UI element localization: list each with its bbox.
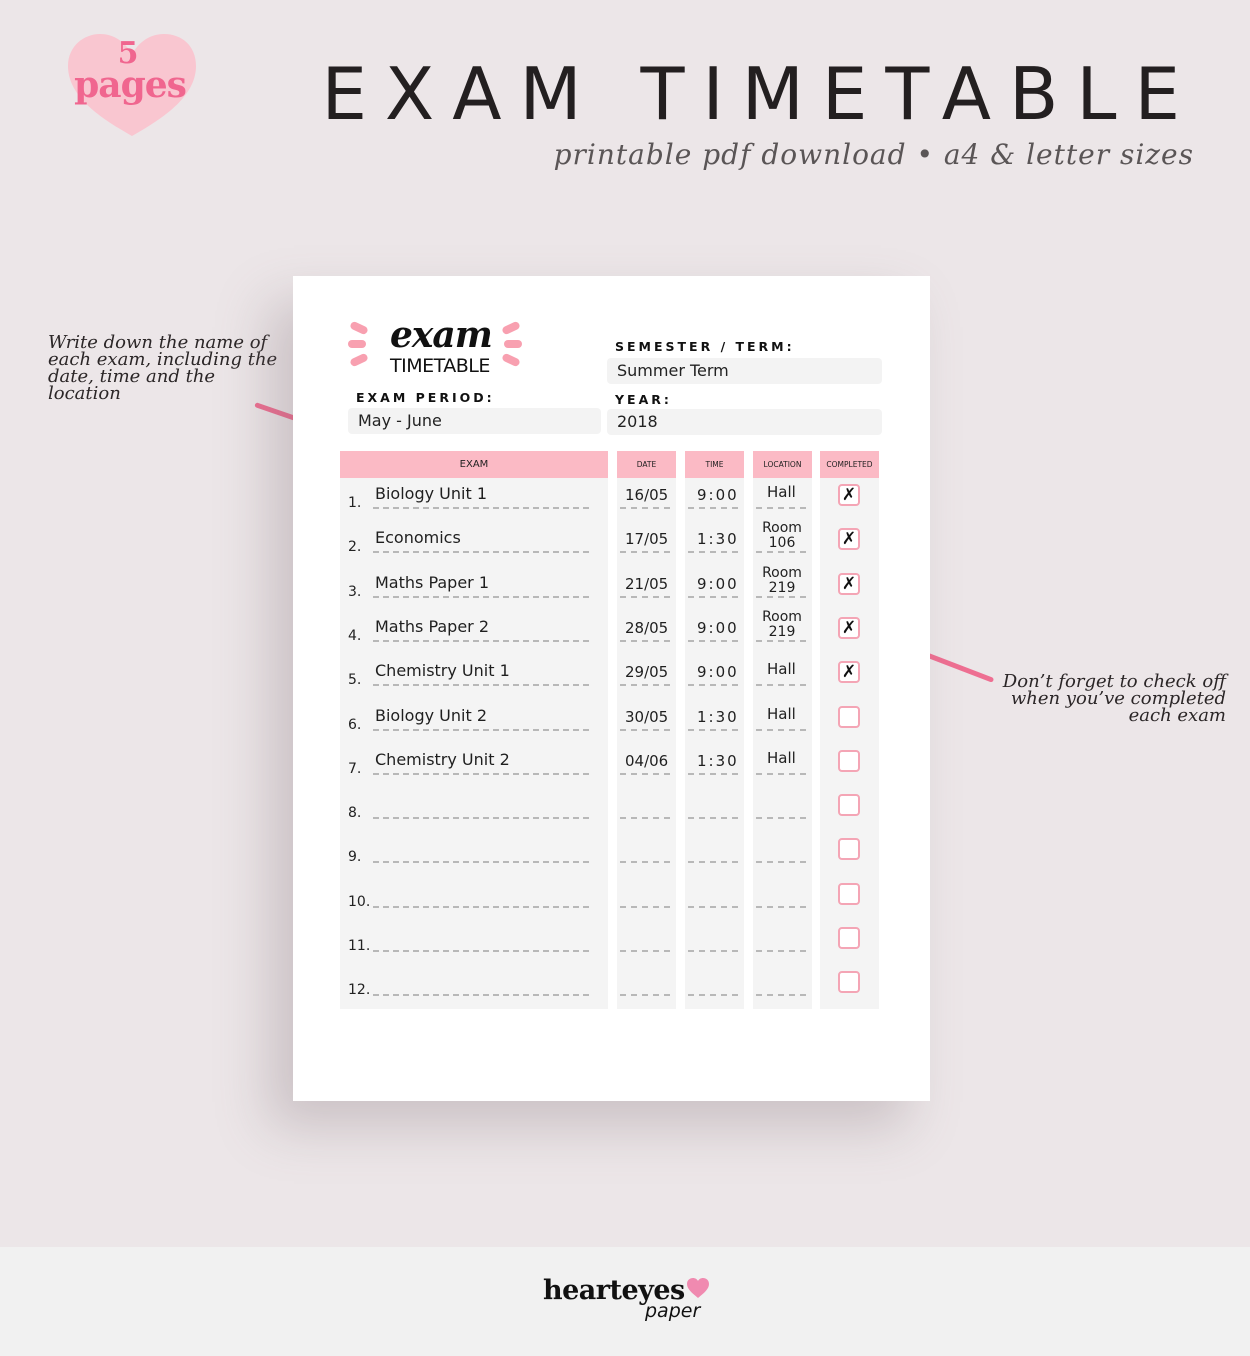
time-line <box>688 729 738 731</box>
date-line <box>620 994 670 996</box>
table-row <box>293 926 930 970</box>
exam-time[interactable]: 1:30 <box>697 752 739 770</box>
row-number: 7. <box>348 761 362 777</box>
table-row <box>293 660 930 704</box>
completed-checkbox-checked[interactable]: ✗ <box>838 528 860 550</box>
date-line <box>620 773 670 775</box>
year-field[interactable]: 2018 <box>607 409 882 435</box>
logo-timetable-text: TIMETABLE <box>390 355 490 377</box>
exam-date[interactable]: 17/05 <box>625 530 669 548</box>
date-line <box>620 906 670 908</box>
footer <box>0 1247 1250 1356</box>
completed-checkbox[interactable] <box>838 750 860 772</box>
location-line <box>756 729 806 731</box>
table-row <box>293 749 930 793</box>
time-line <box>688 551 738 553</box>
exam-line <box>373 640 589 642</box>
period-field[interactable]: May - June <box>348 408 601 434</box>
location-line <box>756 507 806 509</box>
date-line <box>620 684 670 686</box>
location-line <box>756 817 806 819</box>
completed-checkbox[interactable] <box>838 971 860 993</box>
exam-line <box>373 596 589 598</box>
completed-checkbox[interactable] <box>838 883 860 905</box>
exam-name[interactable]: Maths Paper 1 <box>375 573 490 592</box>
exam-date[interactable]: 28/05 <box>625 619 669 637</box>
exam-column-header: EXAM <box>340 451 608 478</box>
row-number: 1. <box>348 495 362 511</box>
exam-line <box>373 684 589 686</box>
date-line <box>620 507 670 509</box>
row-number: 12. <box>348 982 371 998</box>
exam-location[interactable]: Hall <box>767 660 796 678</box>
exam-date[interactable]: 04/06 <box>625 752 669 770</box>
time-line <box>688 596 738 598</box>
exam-date[interactable]: 30/05 <box>625 708 669 726</box>
exam-time[interactable]: 9:00 <box>697 619 739 637</box>
exam-time[interactable]: 1:30 <box>697 530 739 548</box>
brand-name: hearteyes <box>543 1275 685 1306</box>
time-column-header: TIME <box>685 451 744 478</box>
brand-sub: paper <box>645 1300 701 1322</box>
date-line <box>620 950 670 952</box>
heart-icon <box>686 1277 710 1299</box>
exam-line <box>373 950 589 952</box>
badge-number: 5 <box>117 36 139 71</box>
date-column-header: DATE <box>617 451 676 478</box>
exam-location[interactable]: Hall <box>767 749 796 767</box>
semester-field[interactable]: Summer Term <box>607 358 882 384</box>
location-line <box>756 773 806 775</box>
location-line <box>756 684 806 686</box>
completed-checkbox-checked[interactable]: ✗ <box>838 484 860 506</box>
exam-name[interactable]: Chemistry Unit 1 <box>375 661 510 680</box>
table-row <box>293 970 930 1014</box>
exam-date[interactable]: 21/05 <box>625 575 669 593</box>
semester-label: SEMESTER / TERM: <box>615 339 795 354</box>
exam-line <box>373 906 589 908</box>
table-row <box>293 565 930 616</box>
note-left: Write down the name of each exam, including the date, time and the location <box>48 332 278 404</box>
period-label: EXAM PERIOD: <box>356 390 495 405</box>
completed-checkbox[interactable] <box>838 927 860 949</box>
location-column-header: LOCATION <box>753 451 812 478</box>
time-line <box>688 906 738 908</box>
exam-location[interactable]: Room 219 <box>762 565 802 596</box>
exam-name[interactable]: Biology Unit 2 <box>375 706 487 725</box>
date-line <box>620 861 670 863</box>
row-number: 11. <box>348 938 371 954</box>
completed-column-header: COMPLETED <box>820 451 879 478</box>
hero-subtitle: printable pdf download • a4 & letter sizes <box>553 138 1194 171</box>
exam-time[interactable]: 9:00 <box>697 575 739 593</box>
location-line <box>756 950 806 952</box>
row-number: 3. <box>348 584 362 600</box>
row-number: 10. <box>348 894 371 910</box>
time-line <box>688 507 738 509</box>
time-line <box>688 950 738 952</box>
exam-date[interactable]: 29/05 <box>625 663 669 681</box>
row-number: 4. <box>348 628 362 644</box>
completed-checkbox[interactable] <box>838 838 860 860</box>
time-line <box>688 994 738 996</box>
row-number: 6. <box>348 717 362 733</box>
time-line <box>688 861 738 863</box>
table-row <box>293 793 930 837</box>
exam-location[interactable]: Room 106 <box>762 520 802 551</box>
location-line <box>756 906 806 908</box>
exam-name[interactable]: Economics <box>375 528 461 547</box>
completed-checkbox-checked[interactable]: ✗ <box>838 661 860 683</box>
row-number: 5. <box>348 672 362 688</box>
completed-checkbox[interactable] <box>838 794 860 816</box>
table-row <box>293 882 930 926</box>
exam-date[interactable]: 16/05 <box>625 486 669 504</box>
table-row <box>293 609 930 660</box>
time-line <box>688 773 738 775</box>
exam-time[interactable]: 1:30 <box>697 708 739 726</box>
date-line <box>620 551 670 553</box>
date-line <box>620 817 670 819</box>
date-line <box>620 596 670 598</box>
hero-title: EXAM TIMETABLE <box>321 52 1198 136</box>
exam-line <box>373 507 589 509</box>
table-row <box>293 705 930 749</box>
location-line <box>756 640 806 642</box>
row-number: 2. <box>348 539 362 555</box>
table-row <box>293 837 930 881</box>
time-line <box>688 684 738 686</box>
exam-line <box>373 773 589 775</box>
completed-checkbox-checked[interactable]: ✗ <box>838 617 860 639</box>
date-line <box>620 729 670 731</box>
time-line <box>688 640 738 642</box>
table-row <box>293 483 930 527</box>
timetable-sheet <box>293 276 930 1101</box>
exam-location[interactable]: Hall <box>767 705 796 723</box>
row-number: 9. <box>348 849 362 865</box>
exam-time[interactable]: 9:00 <box>697 486 739 504</box>
exam-name[interactable]: Biology Unit 1 <box>375 484 487 503</box>
note-right: Don’t forget to check off when you’ve completed each exam <box>1002 671 1226 726</box>
sheet-logo <box>348 314 526 382</box>
time-line <box>688 817 738 819</box>
year-label: YEAR: <box>615 392 672 407</box>
exam-line <box>373 994 589 996</box>
exam-line <box>373 817 589 819</box>
table-row <box>293 520 930 571</box>
exam-line <box>373 551 589 553</box>
exam-location[interactable]: Room 219 <box>762 609 802 640</box>
exam-name[interactable]: Chemistry Unit 2 <box>375 750 510 769</box>
date-line <box>620 640 670 642</box>
pages-badge <box>64 28 200 140</box>
logo-exam-text: exam <box>390 314 492 356</box>
completed-checkbox-checked[interactable]: ✗ <box>838 573 860 595</box>
row-number: 8. <box>348 805 362 821</box>
exam-line <box>373 861 589 863</box>
exam-time[interactable]: 9:00 <box>697 663 739 681</box>
completed-checkbox[interactable] <box>838 706 860 728</box>
exam-name[interactable]: Maths Paper 2 <box>375 617 490 636</box>
exam-line <box>373 729 589 731</box>
badge-word: pages <box>74 64 186 106</box>
exam-location[interactable]: Hall <box>767 483 796 501</box>
location-line <box>756 861 806 863</box>
location-line <box>756 994 806 996</box>
location-line <box>756 551 806 553</box>
location-line <box>756 596 806 598</box>
